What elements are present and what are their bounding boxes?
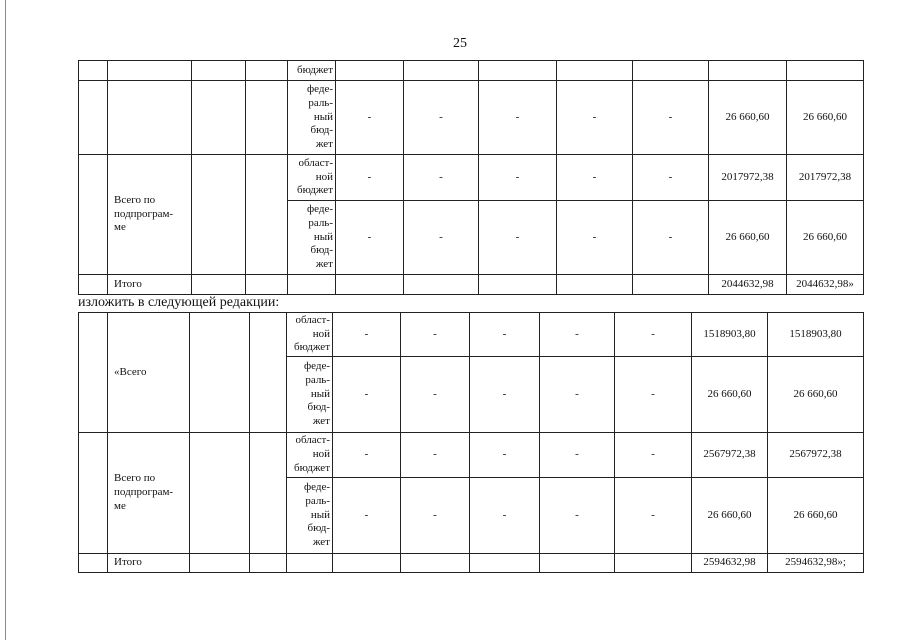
budget-table-new (78, 312, 864, 573)
dash-cell: - (633, 201, 709, 275)
dash-cell: - (404, 81, 479, 155)
total-subprogram-label: Всего по подпрограм- ме (108, 155, 192, 275)
dash-cell: - (470, 478, 540, 554)
budget-source-label: област- ной бюджет (288, 155, 336, 201)
table-row (79, 81, 864, 155)
vsego-label: «Всего (108, 313, 190, 433)
amount-cell: 26 660,60 (768, 357, 864, 433)
table-row (79, 275, 864, 295)
dash-cell: - (540, 313, 615, 357)
amount-cell: 2567972,38 (692, 433, 768, 478)
dash-cell: - (401, 313, 470, 357)
amount-cell: 2567972,38 (768, 433, 864, 478)
dash-cell: - (336, 155, 404, 201)
amount-cell: 26 660,60 (787, 201, 864, 275)
dash-cell: - (557, 201, 633, 275)
budget-source-label: феде- раль- ный бюд- жет (287, 478, 333, 554)
dash-cell: - (557, 155, 633, 201)
dash-cell: - (615, 313, 692, 357)
amount-cell: 26 660,60 (709, 201, 787, 275)
dash-cell: - (470, 313, 540, 357)
dash-cell: - (540, 478, 615, 554)
total-subprogram-label: Всего по подпрограм- ме (108, 433, 190, 554)
dash-cell: - (557, 81, 633, 155)
budget-source-label: област- ной бюджет (287, 313, 333, 357)
dash-cell: - (333, 433, 401, 478)
page-number: 25 (453, 36, 467, 51)
dash-cell: - (333, 357, 401, 433)
dash-cell: - (470, 433, 540, 478)
table-row (79, 155, 864, 201)
dash-cell: - (470, 357, 540, 433)
page-edge-line (5, 0, 6, 640)
dash-cell: - (479, 201, 557, 275)
dash-cell: - (615, 433, 692, 478)
dash-cell: - (633, 155, 709, 201)
amount-cell: 2594632,98»; (768, 554, 864, 573)
amount-cell: 1518903,80 (692, 313, 768, 357)
budget-source-label: област- ной бюджет (287, 433, 333, 478)
budget-source-label: феде- раль- ный бюд- жет (288, 201, 336, 275)
itogo-label: Итого (108, 275, 192, 295)
dash-cell: - (633, 81, 709, 155)
dash-cell: - (401, 433, 470, 478)
transition-text: изложить в следующей редакции: (78, 295, 280, 310)
amount-cell: 2017972,38 (787, 155, 864, 201)
table-row (79, 313, 864, 357)
dash-cell: - (336, 81, 404, 155)
dash-cell: - (615, 478, 692, 554)
table-row (79, 61, 864, 81)
amount-cell: 2594632,98 (692, 554, 768, 573)
dash-cell: - (479, 155, 557, 201)
budget-source-label: феде- раль- ный бюд- жет (288, 81, 336, 155)
table-row (79, 433, 864, 478)
amount-cell: 26 660,60 (692, 478, 768, 554)
dash-cell: - (479, 81, 557, 155)
dash-cell: - (401, 357, 470, 433)
dash-cell: - (333, 313, 401, 357)
amount-cell: 2017972,38 (709, 155, 787, 201)
amount-cell: 2044632,98 (709, 275, 787, 295)
amount-cell: 26 660,60 (709, 81, 787, 155)
budget-source-label: бюджет (288, 61, 336, 81)
dash-cell: - (401, 478, 470, 554)
dash-cell: - (404, 201, 479, 275)
dash-cell: - (540, 357, 615, 433)
dash-cell: - (540, 433, 615, 478)
itogo-label: Итого (108, 554, 190, 573)
budget-table-old (78, 60, 864, 295)
amount-cell: 1518903,80 (768, 313, 864, 357)
amount-cell: 26 660,60 (692, 357, 768, 433)
budget-source-label: феде- раль- ный бюд- жет (287, 357, 333, 433)
dash-cell: - (333, 478, 401, 554)
dash-cell: - (404, 155, 479, 201)
table-row (79, 554, 864, 573)
amount-cell: 2044632,98» (787, 275, 864, 295)
amount-cell: 26 660,60 (787, 81, 864, 155)
dash-cell: - (336, 201, 404, 275)
dash-cell: - (615, 357, 692, 433)
amount-cell: 26 660,60 (768, 478, 864, 554)
